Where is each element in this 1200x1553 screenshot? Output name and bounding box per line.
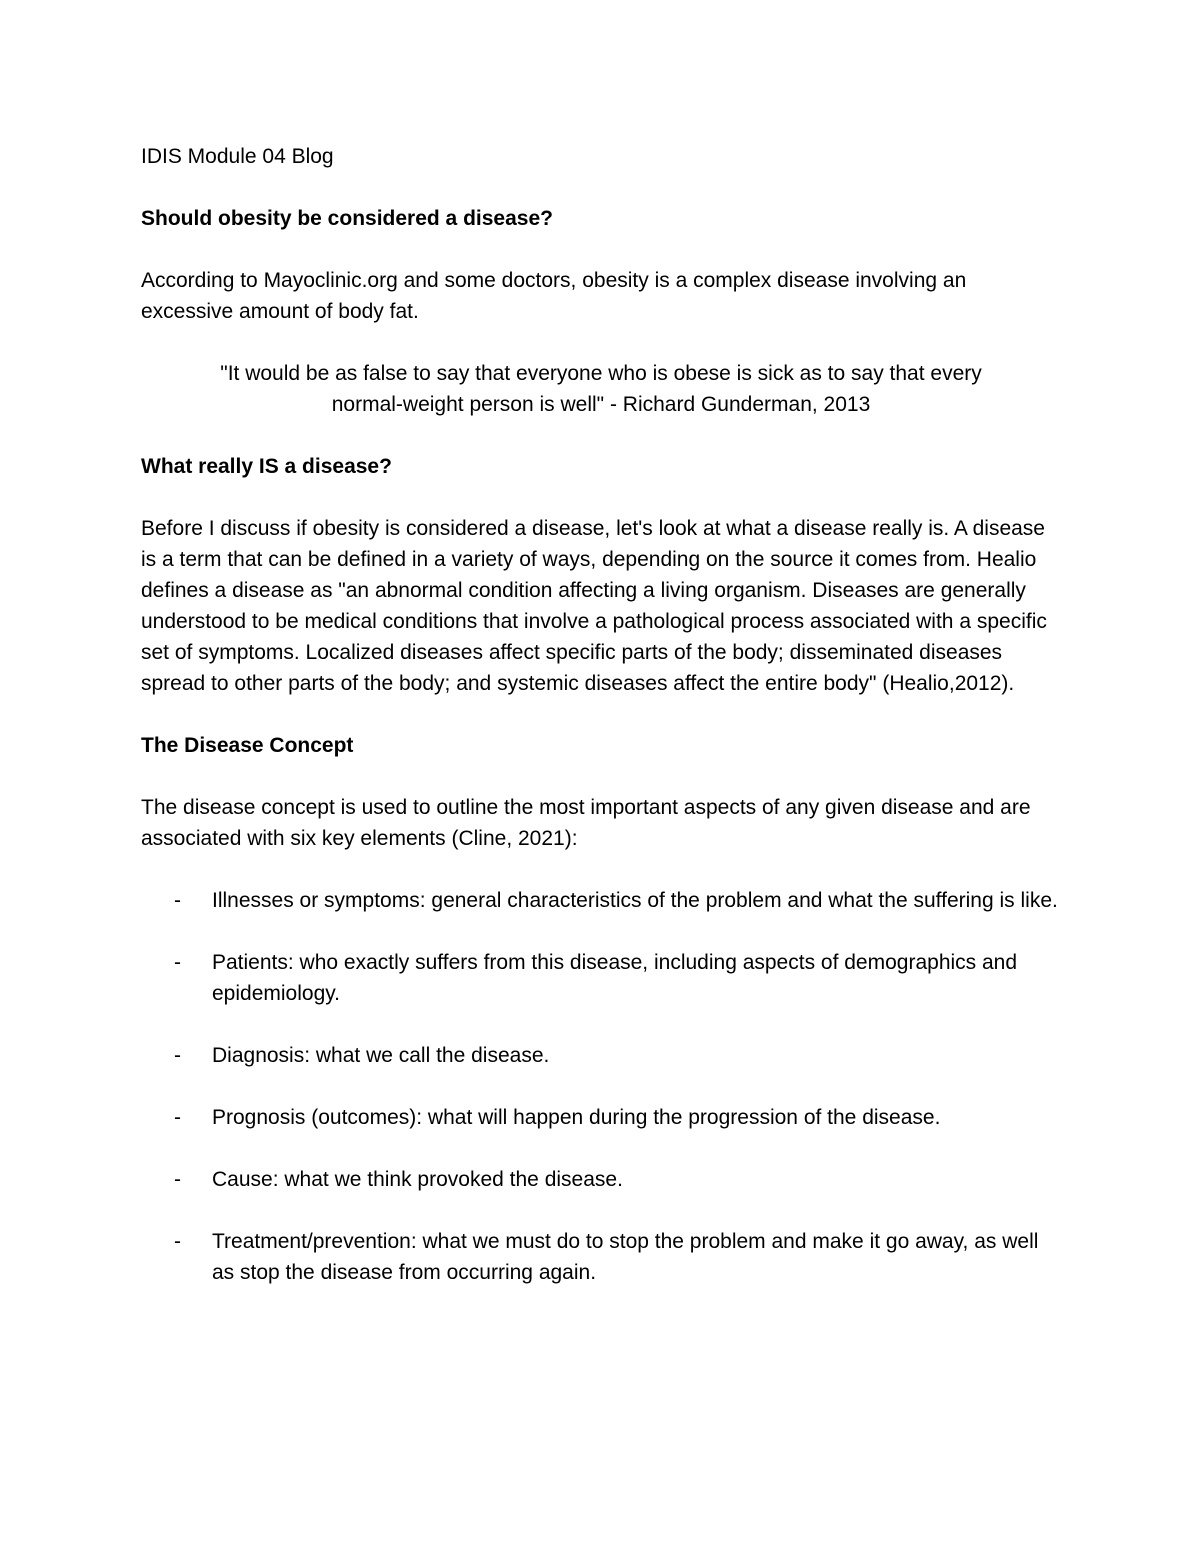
heading-disease-concept: The Disease Concept bbox=[141, 734, 354, 757]
heading-obesity-question: Should obesity be considered a disease? bbox=[141, 207, 553, 230]
bullet-dash: - bbox=[174, 1230, 181, 1253]
list-item-text: Illnesses or symptoms: general characteristics of the problem and what the suffering is like. bbox=[212, 889, 1058, 912]
list-item-text: Prognosis (outcomes): what will happen during the progression of the disease. bbox=[212, 1106, 941, 1129]
bullet-dash: - bbox=[174, 1044, 181, 1067]
list-item bbox=[141, 947, 1061, 1009]
disease-definition-paragraph: Before I discuss if obesity is considered a disease, let's look at what a disease really is. A disease is a term that can be defined in a variety of ways, depending on the source it comes from. Healio defines a disease as "an abnormal condition affecting a living organism. Diseases are generally understood to be medical conditions that involve a pathological process associated with a specific set of symptoms. Localized diseases affect specific parts of the body; disseminated diseases spread to other parts of the body; and systemic diseases affect the entire body" (Healio,2012). bbox=[141, 517, 1047, 695]
bullet-dash: - bbox=[174, 889, 181, 912]
list-item-text: Patients: who exactly suffers from this disease, including aspects of demographics and epidemiology. bbox=[212, 951, 1018, 1005]
key-elements-list bbox=[141, 885, 1061, 1288]
list-item bbox=[141, 885, 1061, 916]
intro-paragraph: According to Mayoclinic.org and some doctors, obesity is a complex disease involving an excessive amount of body fat. bbox=[141, 269, 967, 323]
bullet-dash: - bbox=[174, 1168, 181, 1191]
quote-line-2: normal-weight person is well" - Richard Gunderman, 2013 bbox=[331, 393, 871, 416]
list-item-text: Diagnosis: what we call the disease. bbox=[212, 1044, 550, 1067]
list-item bbox=[141, 1226, 1061, 1288]
list-item bbox=[141, 1102, 1061, 1133]
bullet-dash: - bbox=[174, 951, 181, 974]
document-title: IDIS Module 04 Blog bbox=[141, 145, 334, 168]
gunderman-quote bbox=[141, 358, 1061, 420]
disease-concept-paragraph: The disease concept is used to outline the most important aspects of any given disease and are associated with six key elements (Cline, 2021): bbox=[141, 796, 1031, 850]
list-item bbox=[141, 1040, 1061, 1071]
document-page bbox=[141, 141, 1061, 1319]
heading-what-is-disease: What really IS a disease? bbox=[141, 455, 392, 478]
list-item-text: Treatment/prevention: what we must do to stop the problem and make it go away, as well as stop the disease from occurring again. bbox=[212, 1230, 1039, 1284]
list-item-text: Cause: what we think provoked the disease. bbox=[212, 1168, 623, 1191]
quote-line-1: "It would be as false to say that everyone who is obese is sick as to say that every bbox=[220, 362, 982, 385]
list-item bbox=[141, 1164, 1061, 1195]
bullet-dash: - bbox=[174, 1106, 181, 1129]
